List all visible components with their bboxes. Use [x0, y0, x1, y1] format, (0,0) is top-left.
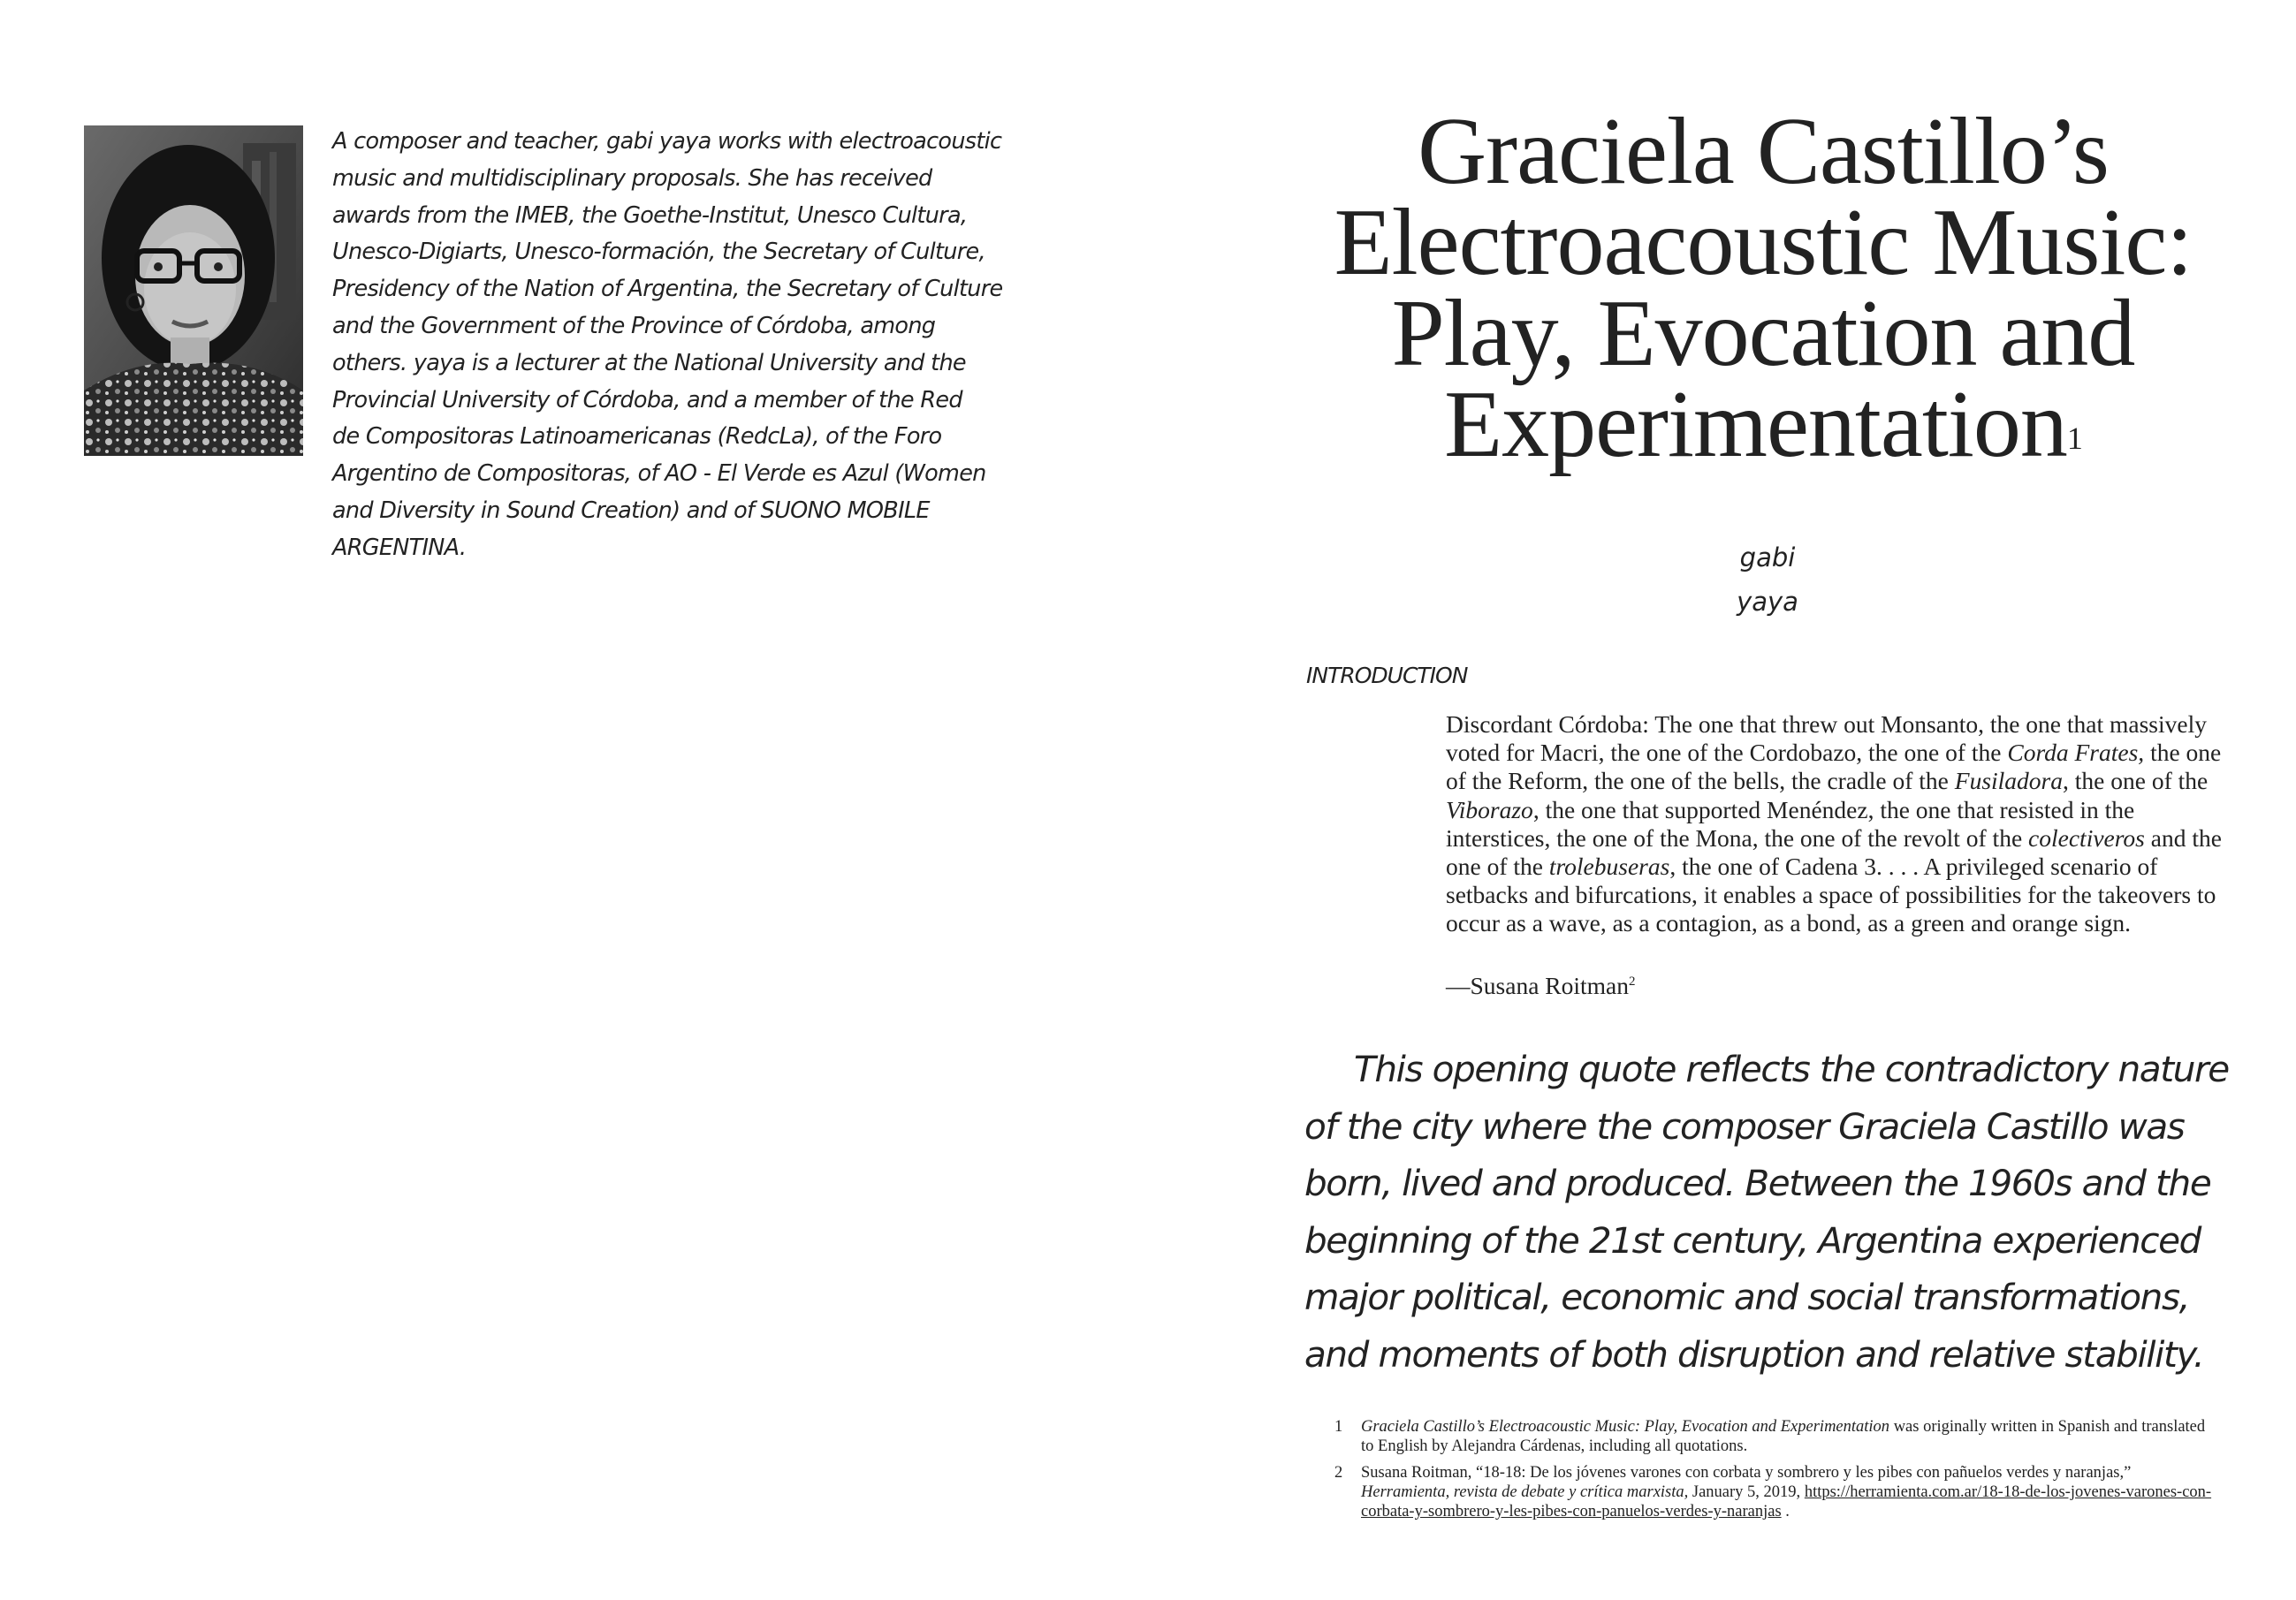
- author-last-name: yaya: [1737, 587, 1798, 617]
- epigraph-text: , the one of Cadena 3. . . . A privileged scenario of setbacks and bifurcations, it enables a space of possibilities for the takeovers to occur as a wave, as a contagion, as a bond, as a green and orange sign.: [1446, 853, 2216, 937]
- footnote-italic: Herramienta, revista de debate y crítica marxista,: [1361, 1483, 1689, 1501]
- epigraph-text: , the one that supported Menéndez, the one that resisted in the interstices, the one of the Mona, the one of the revolt of the: [1446, 795, 2135, 852]
- bio-line: A composer and teacher, gabi yaya works with electroacoustic: [332, 128, 1002, 155]
- epigraph-text: , the one of the: [2063, 767, 2209, 795]
- bio-line: others. yaya is a lecturer at the National University and the: [332, 349, 966, 376]
- title-line: Electroacoustic Music:: [1334, 190, 2193, 295]
- bio-line: music and multidisciplinary proposals. She has received: [332, 164, 932, 192]
- footnote-number: 1: [1334, 1418, 1343, 1436]
- title-line: Play, Evocation and: [1391, 281, 2135, 386]
- footnote-text: [1361, 1417, 2218, 1456]
- attribution-text: —Susana Roitman: [1446, 972, 1630, 999]
- footnote-link[interactable]: https://herramienta.com.ar/18-18-de-los-jovenes-varones-con-corbata-y-sombrero-y-les-pibes-con-panuelos-verdes-y-naranjas: [1361, 1483, 2212, 1520]
- bio-line: and Diversity in Sound Creation) and of SUONO MOBILE: [332, 497, 930, 524]
- bio-line: and the Government of the Province of Córdoba, among: [332, 312, 936, 339]
- epigraph-text: and the one of the: [1446, 823, 2222, 881]
- body-line: beginning of the 21st century, Argentina experienced: [1304, 1218, 2201, 1262]
- footnote-text: [1361, 1463, 2218, 1521]
- attribution-footnote-mark[interactable]: 2: [1629, 974, 1636, 989]
- bio-line: Provincial University of Córdoba, and a member of the Red: [332, 386, 962, 413]
- author-bio: [332, 124, 1004, 567]
- footnote-italic: Graciela Castillo’s Electroacoustic Music: Play, Evocation and Experimentation: [1361, 1418, 1890, 1436]
- article-title: [1290, 99, 2236, 484]
- portrait-image: [84, 125, 303, 456]
- body-line-text: This opening quote reflects the contradictory nature: [1354, 1048, 2229, 1090]
- footnotes: [1334, 1417, 2218, 1528]
- epigraph-text: the one of the Reform, the one of the bells, the cradle of the: [1446, 739, 2222, 795]
- epigraph-quote: [1446, 710, 2224, 938]
- bio-line: Argentino de Compositoras, of AO - El Verde es Azul (Women: [332, 460, 986, 488]
- footnote: [1334, 1463, 2218, 1521]
- author-photo: [84, 125, 303, 456]
- body-line: major political, economic and social transformations,: [1304, 1276, 2190, 1318]
- title-line: [1290, 372, 2236, 484]
- title-last-word: Experimentation: [1444, 372, 2067, 477]
- footnote-body: January 5, 2019,: [1688, 1483, 1805, 1501]
- title-footnote-mark[interactable]: 1: [2066, 421, 2082, 456]
- section-heading: INTRODUCTION: [1306, 663, 1468, 688]
- title-line: Graciela Castillo’s: [1418, 99, 2109, 204]
- epigraph-italic: Corda Frates,: [2007, 739, 2145, 767]
- epigraph-italic: Fusiladora: [1954, 767, 2064, 795]
- footnote-body: Susana Roitman, “18-18: De los jóvenes varones con corbata y sombrero y les pibes con pañuelos verdes y naranjas,”: [1361, 1464, 2132, 1482]
- footnote-body: was originally written in Spanish and translated to English by Alejandra Cárdenas, including all quotations.: [1361, 1418, 2206, 1455]
- footnote-number: 2: [1334, 1464, 1343, 1482]
- body-line: and moments of both disruption and relative stability.: [1304, 1332, 2204, 1376]
- bio-line: Unesco-Digiarts, Unesco-formación, the Secretary of Culture,: [332, 239, 985, 266]
- epigraph-italic: Viborazo: [1446, 795, 1533, 823]
- footnote-body: .: [1781, 1503, 1790, 1520]
- epigraph-italic: trolebuseras: [1548, 853, 1670, 881]
- bio-line: de Compositoras Latinoamericanas (RedcLa), of the Foro: [332, 423, 942, 451]
- bio-line: ARGENTINA.: [332, 534, 467, 561]
- epigraph-italic: colectiveros: [2028, 823, 2145, 852]
- body-line: born, lived and produced. Between the 1960s and the: [1304, 1162, 2211, 1204]
- body-paragraph: [1304, 1041, 2250, 1383]
- footnote: [1334, 1417, 2218, 1456]
- body-line: of the city where the composer Graciela Castillo was: [1304, 1104, 2185, 1148]
- author-first-name: gabi: [1739, 542, 1796, 573]
- epigraph-attribution: [1446, 972, 1636, 1000]
- bio-line: Presidency of the Nation of Argentina, the Secretary of Culture: [332, 276, 1003, 303]
- bio-line: awards from the IMEB, the Goethe-Institut, Unesco Cultura,: [332, 201, 968, 229]
- epigraph-text: Discordant Córdoba: The one that threw out Monsanto, the one that massively voted for Macri, the one of the Cordobazo, the one of the: [1446, 710, 2207, 767]
- body-line: [1304, 1041, 2250, 1098]
